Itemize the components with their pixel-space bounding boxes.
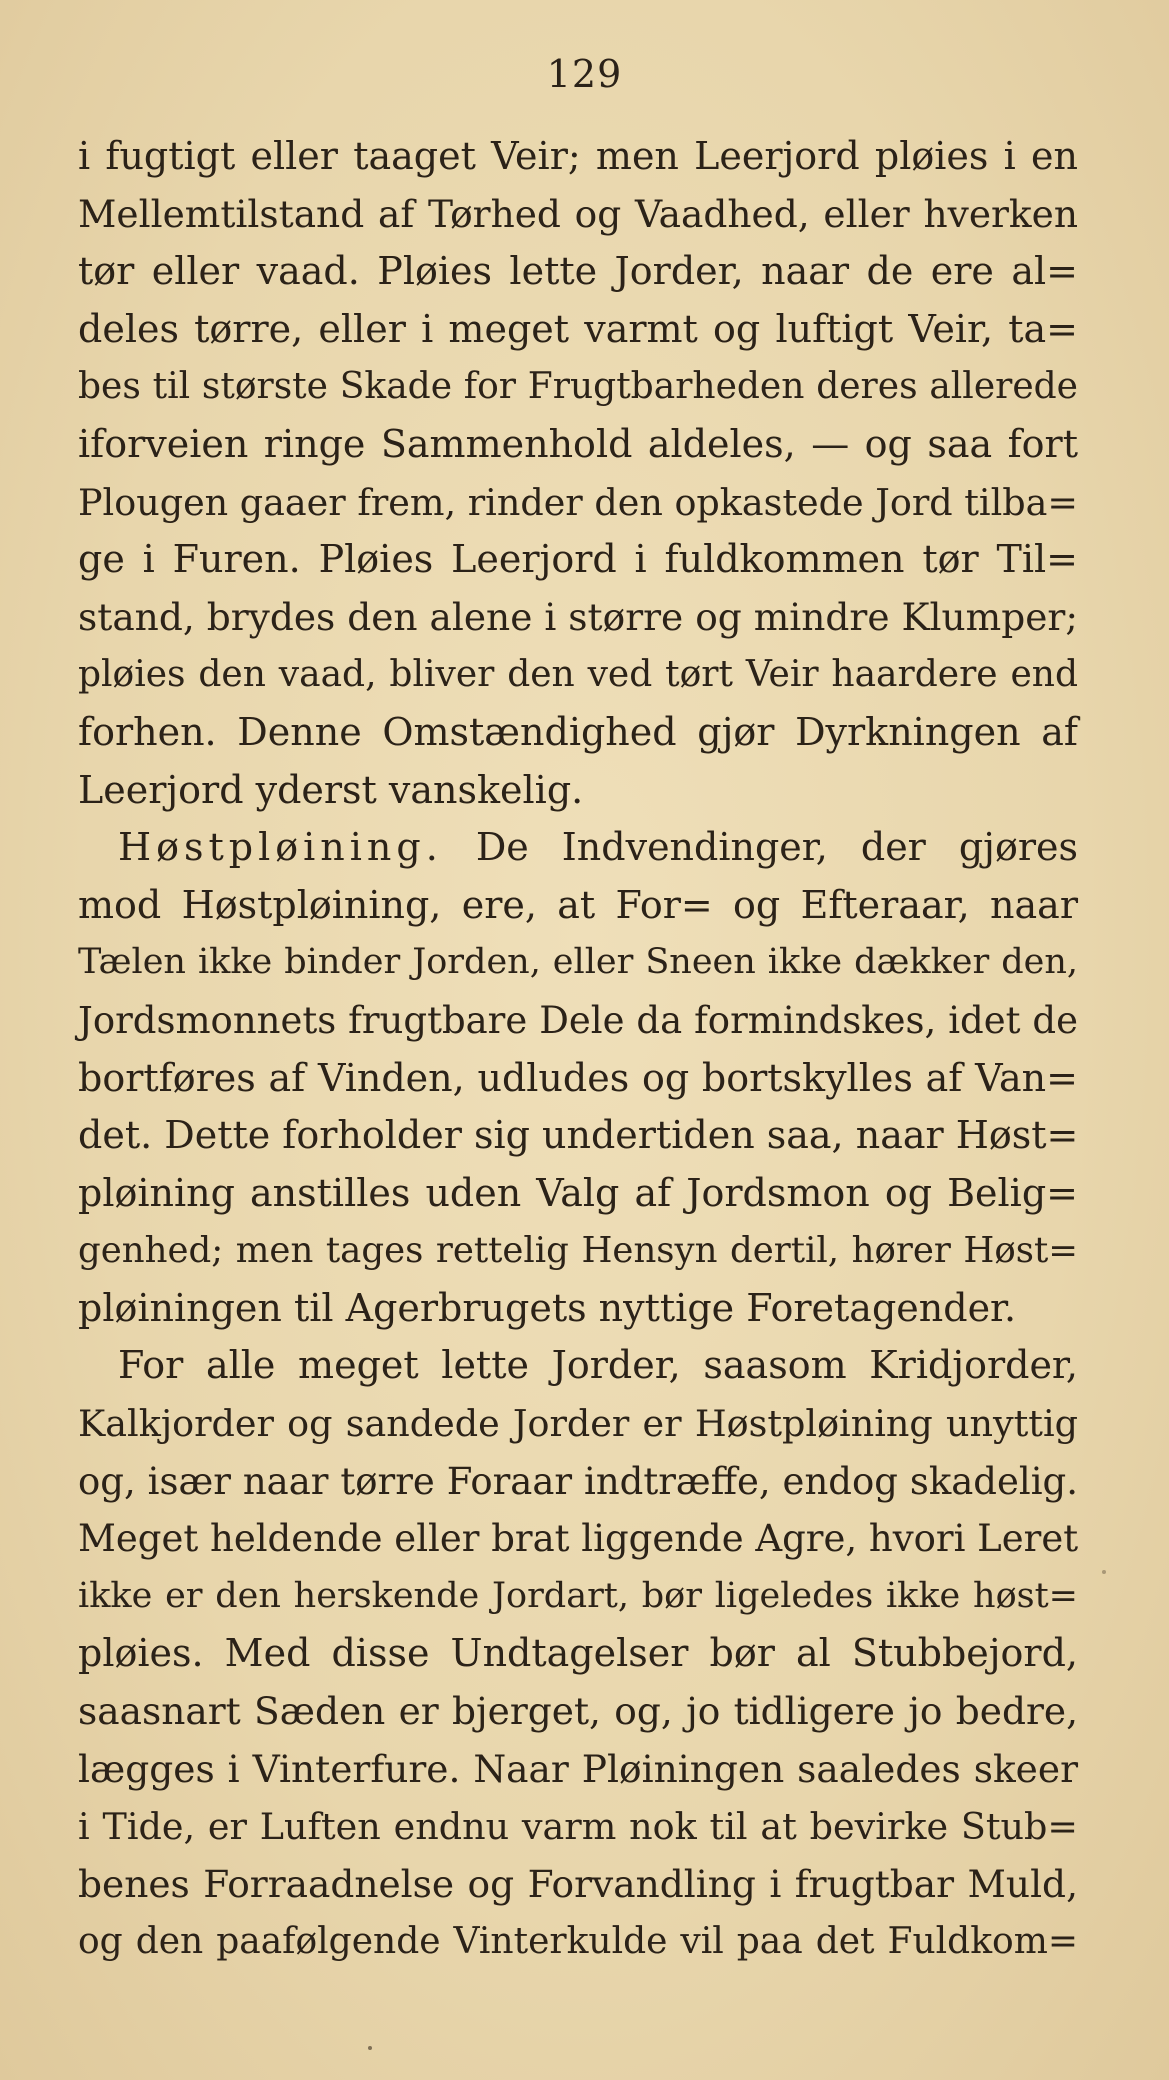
text-line: og, især naar tørre Foraar indtræffe, endog skadelig. [78, 1459, 1078, 1503]
text-line: lægges i Vinterfure. Naar Pløiningen saaledes skeer [78, 1746, 1078, 1791]
text-line: i Tide, er Luften endnu varm nok til at bevirke Stub= [78, 1805, 1078, 1849]
body-text [78, 128, 1078, 1971]
text-line: bes til største Skade for Frugtbarheden deres allerede [78, 366, 1078, 408]
text-line: pløies den vaad, bliver den ved tørt Veir haardere end [78, 654, 1078, 696]
text-line: For alle meget lette Jorder, saasom Kridjorder, [118, 1343, 1078, 1388]
text-line: iforveien ringe Sammenhold aldeles, — og saa fort [78, 421, 1078, 466]
text-line: forhen. Denne Omstændighed gjør Dyrkningen af [78, 709, 1078, 754]
paper-speck [1102, 1570, 1106, 1574]
text-line: pløining anstilles uden Valg af Jordsmon og Belig= [78, 1170, 1078, 1215]
text-line: tør eller vaad. Pløies lette Jorder, naar de ere al= [78, 249, 1078, 294]
text-line: Kalkjorder og sandede Jorder er Høstpløining unyttig [78, 1402, 1078, 1446]
text-line: pløies. Med disse Undtagelser bør al Stubbejord, [78, 1631, 1078, 1676]
text-line: ge i Furen. Pløies Leerjord i fuldkommen tør Til= [78, 537, 1078, 582]
text-line: Jordsmonnets frugtbare Dele da formindskes, idet de [78, 998, 1078, 1042]
section-heading: Høstpløining. [118, 825, 443, 870]
text-line: mod Høstpløining, ere, at For= og Efteraar, naar [78, 882, 1078, 927]
page-number: 129 [546, 52, 623, 96]
paper-speck [368, 2046, 372, 2050]
section-heading-line: Høstpløining. De Indvendinger, der gjøres [118, 825, 1078, 870]
text-line: genhed; men tages rettelig Hensyn dertil, hører Høst= [78, 1230, 1078, 1272]
text-line: bortføres af Vinden, udludes og bortskylles af Van= [78, 1055, 1078, 1100]
text-line: pløiningen til Agerbrugets nyttige Foretagender. [78, 1285, 1017, 1330]
text-line: ikke er den herskende Jordart, bør ligeledes ikke høst= [78, 1575, 1078, 1616]
text-line: Mellemtilstand af Tørhed og Vaadhed, eller hverken [78, 191, 1078, 236]
text-line: Plougen gaaer frem, rinder den opkastede Jord tilba= [78, 480, 1078, 524]
text-line: saasnart Sæden er bjerget, og, jo tidligere jo bedre, [78, 1689, 1078, 1734]
text-line: i fugtigt eller taaget Veir; men Leerjord pløies i en [78, 134, 1078, 178]
text-line: deles tørre, eller i meget varmt og luftigt Veir, ta= [78, 306, 1078, 351]
text-line: det. Dette forholder sig undertiden saa, naar Høst= [78, 1113, 1079, 1158]
text-line: stand, brydes den alene i større og mindre Klumper; [78, 594, 1078, 639]
text-line: benes Forraadnelse og Forvandling i frugtbar Muld, [78, 1861, 1078, 1906]
text-line: og den paafølgende Vinterkulde vil paa det Fuldkom= [78, 1921, 1078, 1963]
text-line: Meget heldende eller brat liggende Agre, hvori Leret [78, 1517, 1079, 1561]
text-line: Tælen ikke binder Jorden, eller Sneen ikke dækker den, [78, 942, 1078, 983]
text-line: Leerjord yderst vanskelig. [78, 767, 584, 812]
